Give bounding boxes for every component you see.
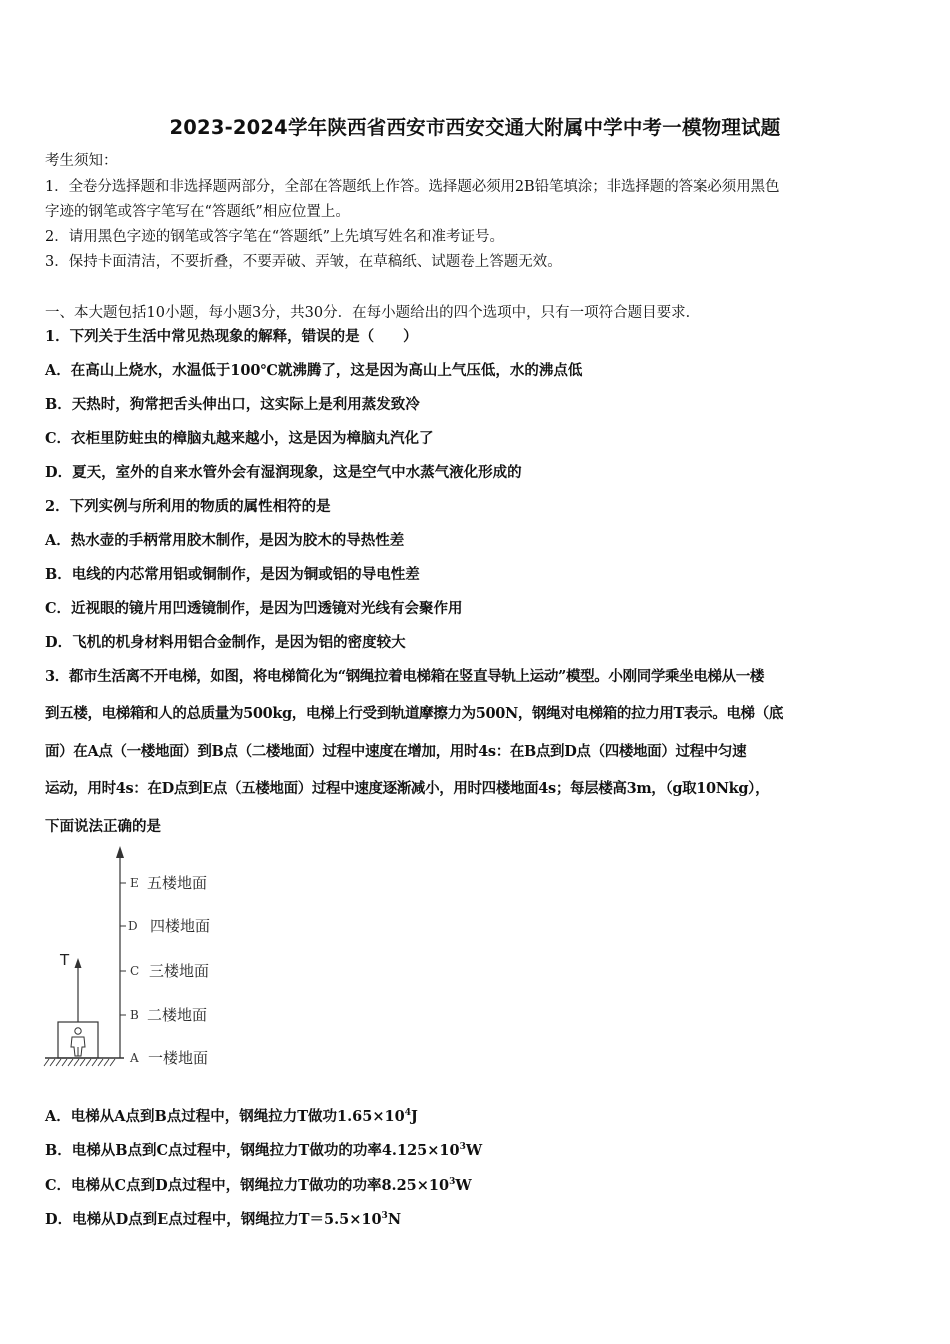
floor-c-label: 三楼地面 [149,962,210,980]
q3-option-b-exponent: 3 [459,1142,466,1152]
axis-arrow [116,846,124,858]
q1-option-b: B．天热时，狗常把舌头伸出口，这实际上是利用蒸发致冷 [45,396,420,413]
q3-option-b [45,1141,482,1161]
floor-a-letter: A [130,1051,139,1065]
q3-stem-line-5: 下面说法正确的是 [45,818,161,835]
q3-stem-line-4: 运动，用时4s：在D点到E点（五楼地面）过程中速度逐渐减小，用时四楼地面4s；每层楼高3m，（g取10Nkg）， [45,780,770,797]
notice-heading: 考生须知： [45,153,118,169]
person-icon [71,1028,85,1056]
q2-stem: 2．下列实例与所利用的物质的属性相符的是 [45,498,331,515]
floor-b-letter: B [130,1008,139,1022]
elevator-diagram [40,842,240,1074]
notice-item-1-line-1: 1．全卷分选择题和非选择题两部分，全部在答题纸上作答。选择题必须用2B铅笔填涂；非选择题的答案必须用黑色 [45,179,780,195]
q2-option-c: C．近视眼的镜片用凹透镜制作，是因为凹透镜对光线有会聚作用 [45,600,463,617]
floor-d-letter: D [128,919,138,933]
notice-item-2: 2．请用黑色字迹的钢笔或答字笔在“答题纸”上先填写姓名和准考证号。 [45,229,505,245]
q3-stem-line-2: 到五楼，电梯箱和人的总质量为500kg，电梯上行受到轨道摩擦力为500N，钢绳对电梯箱的拉力用T表示。电梯（底 [45,705,784,722]
floor-b-label: 二楼地面 [147,1006,208,1024]
page-title: 2023-2024学年陕西省西安市西安交通大附属中学中考一模物理试题 [169,116,781,139]
tension-arrow [75,958,82,968]
q3-option-c-text: C．电梯从C点到D点过程中，钢绳拉力T做功的功率8.25×10 [45,1177,450,1194]
q3-option-d-unit: N [387,1211,402,1228]
ground-hatching [44,1059,115,1066]
q3-option-a-exponent: 4 [404,1108,411,1118]
q3-option-d-exponent: 3 [381,1211,388,1221]
q3-option-a-unit: J [410,1108,418,1125]
q3-option-a [45,1107,418,1127]
floor-c-letter: C [130,964,140,978]
q3-option-b-text: B．电梯从B点到C点过程中，钢绳拉力T做功的功率4.125×10 [45,1142,460,1159]
q3-option-b-unit: W [465,1142,483,1159]
q1-option-c: C．衣柜里防蛀虫的樟脑丸越来越小，这是因为樟脑丸汽化了 [45,430,434,447]
q2-option-d: D．飞机的机身材料用铝合金制作，是因为铝的密度较大 [45,634,406,651]
q1-option-d: D．夏天，室外的自来水管外会有湿润现象，这是空气中水蒸气液化形成的 [45,464,522,481]
q3-stem-line-1: 3．都市生活离不开电梯，如图，将电梯简化为“钢绳拉着电梯箱在竖直导轨上运动”模型。小刚同学乘坐电梯从一楼 [45,668,765,685]
notice-item-3: 3．保持卡面清洁，不要折叠，不要弄破、弄皱，在草稿纸、试题卷上答题无效。 [45,254,562,270]
q2-option-b: B．电线的内芯常用铝或铜制作，是因为铜或铝的导电性差 [45,566,420,583]
floor-e-letter: E [130,876,139,890]
q2-option-a: A．热水壶的手柄常用胶木制作，是因为胶木的导热性差 [45,532,405,549]
q3-option-a-text: A．电梯从A点到B点过程中，钢绳拉力T做功1.65×10 [45,1108,405,1125]
section-1-heading: 一、本大题包括10小题，每小题3分，共30分．在每小题给出的四个选项中，只有一项符合题目要求． [45,305,701,321]
q3-option-d-text: D．电梯从D点到E点过程中，钢绳拉力T＝5.5×10 [45,1211,382,1228]
q3-stem-line-3: 面）在A点（一楼地面）到B点（二楼地面）过程中速度在增加，用时4s：在B点到D点（四楼地面）过程中匀速 [45,743,747,760]
q3-option-c-unit: W [455,1177,472,1194]
q3-option-c-exponent: 3 [449,1177,456,1187]
q3-option-c [45,1176,472,1196]
q3-option-d [45,1210,401,1230]
floor-e-label: 五楼地面 [147,874,208,892]
tension-label: T [60,951,70,969]
q1-stem: 1．下列关于生活中常见热现象的解释，错误的是（ ） [45,328,418,345]
floor-d-label: 四楼地面 [150,917,211,935]
floor-a-label: 一楼地面 [148,1049,209,1067]
q1-option-a: A．在高山上烧水，水温低于100℃就沸腾了，这是因为高山上气压低，水的沸点低 [45,362,583,379]
elevator-figure [40,842,240,1074]
notice-item-1-line-2: 字迹的钢笔或答字笔写在“答题纸”相应位置上。 [45,204,350,220]
